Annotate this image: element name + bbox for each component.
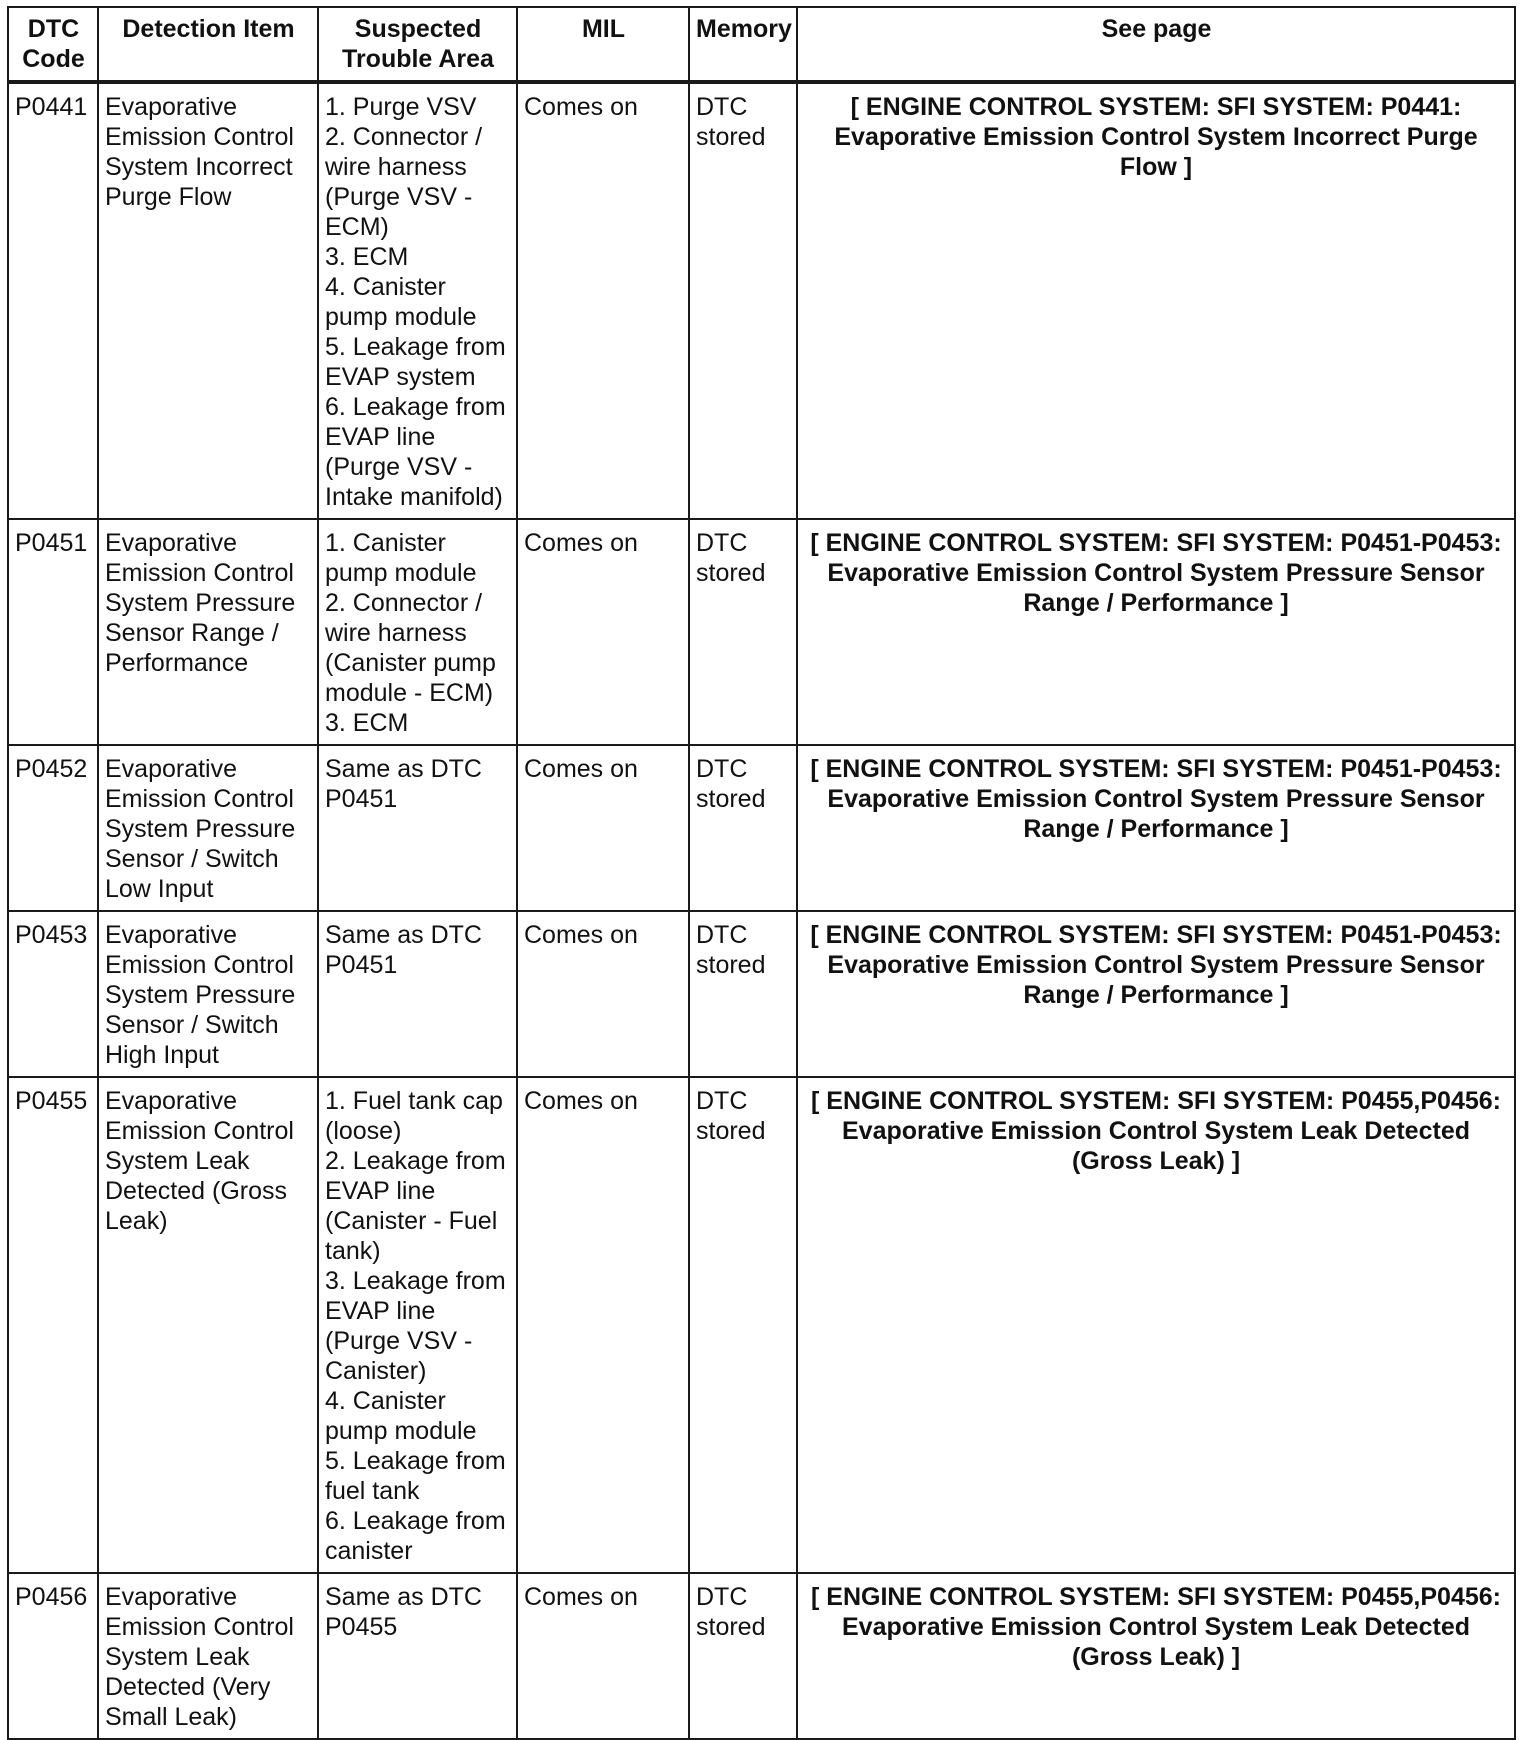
memory-cell: DTC stored <box>689 519 797 745</box>
trouble-area-cell: 1. Fuel tank cap (loose) 2. Leakage from EVAP line (Canister - Fuel tank) 3. Leakage from EVAP line (Purge VSV - Canister) 4. Canister pump module 5. Leakage from fuel tank 6. Leakage from canister <box>318 1077 517 1573</box>
table-row <box>8 1573 1515 1739</box>
mil-cell: Comes on <box>517 911 689 1077</box>
header-mil: MIL <box>517 7 689 82</box>
header-detection-item: Detection Item <box>98 7 318 82</box>
see-page-link[interactable]: [ ENGINE CONTROL SYSTEM: SFI SYSTEM: P0455,P0456: Evaporative Emission Control System Leak Detected (Gross Leak) ] <box>797 1077 1515 1573</box>
dtc-code-cell: P0452 <box>8 745 98 911</box>
detection-item-cell: Evaporative Emission Control System Leak Detected (Gross Leak) <box>98 1077 318 1573</box>
trouble-area-cell: 1. Purge VSV 2. Connector / wire harness (Purge VSV - ECM) 3. ECM 4. Canister pump module 5. Leakage from EVAP system 6. Leakage from EVAP line (Purge VSV - Intake manifold) <box>318 82 517 519</box>
trouble-area-cell: Same as DTC P0451 <box>318 745 517 911</box>
memory-cell: DTC stored <box>689 82 797 519</box>
header-memory: Memory <box>689 7 797 82</box>
header-dtc-code: DTC Code <box>8 7 98 82</box>
mil-cell: Comes on <box>517 745 689 911</box>
detection-item-cell: Evaporative Emission Control System Incorrect Purge Flow <box>98 82 318 519</box>
trouble-area-cell: Same as DTC P0451 <box>318 911 517 1077</box>
memory-cell: DTC stored <box>689 911 797 1077</box>
table-row <box>8 911 1515 1077</box>
mil-cell: Comes on <box>517 82 689 519</box>
memory-cell: DTC stored <box>689 745 797 911</box>
dtc-code-cell: P0453 <box>8 911 98 1077</box>
header-suspected-trouble-area: Suspected Trouble Area <box>318 7 517 82</box>
dtc-table <box>7 6 1516 1740</box>
trouble-area-cell: Same as DTC P0455 <box>318 1573 517 1739</box>
detection-item-cell: Evaporative Emission Control System Pressure Sensor / Switch High Input <box>98 911 318 1077</box>
table-row <box>8 745 1515 911</box>
table-row <box>8 1077 1515 1573</box>
see-page-link[interactable]: [ ENGINE CONTROL SYSTEM: SFI SYSTEM: P0451-P0453: Evaporative Emission Control System Pressure Sensor Range / Performance ] <box>797 519 1515 745</box>
table-body <box>8 82 1515 1739</box>
dtc-code-cell: P0451 <box>8 519 98 745</box>
dtc-code-cell: P0455 <box>8 1077 98 1573</box>
memory-cell: DTC stored <box>689 1077 797 1573</box>
see-page-link[interactable]: [ ENGINE CONTROL SYSTEM: SFI SYSTEM: P0441: Evaporative Emission Control System Incorrect Purge Flow ] <box>797 82 1515 519</box>
table-row <box>8 82 1515 519</box>
mil-cell: Comes on <box>517 519 689 745</box>
dtc-code-cell: P0441 <box>8 82 98 519</box>
dtc-code-cell: P0456 <box>8 1573 98 1739</box>
mil-cell: Comes on <box>517 1573 689 1739</box>
detection-item-cell: Evaporative Emission Control System Pressure Sensor Range / Performance <box>98 519 318 745</box>
header-see-page: See page <box>797 7 1515 82</box>
memory-cell: DTC stored <box>689 1573 797 1739</box>
see-page-link[interactable]: [ ENGINE CONTROL SYSTEM: SFI SYSTEM: P0455,P0456: Evaporative Emission Control System Leak Detected (Gross Leak) ] <box>797 1573 1515 1739</box>
detection-item-cell: Evaporative Emission Control System Leak Detected (Very Small Leak) <box>98 1573 318 1739</box>
trouble-area-cell: 1. Canister pump module 2. Connector / wire harness (Canister pump module - ECM) 3. ECM <box>318 519 517 745</box>
header-row <box>8 7 1515 82</box>
detection-item-cell: Evaporative Emission Control System Pressure Sensor / Switch Low Input <box>98 745 318 911</box>
table-row <box>8 519 1515 745</box>
mil-cell: Comes on <box>517 1077 689 1573</box>
table-header <box>8 7 1515 82</box>
see-page-link[interactable]: [ ENGINE CONTROL SYSTEM: SFI SYSTEM: P0451-P0453: Evaporative Emission Control System Pressure Sensor Range / Performance ] <box>797 911 1515 1077</box>
see-page-link[interactable]: [ ENGINE CONTROL SYSTEM: SFI SYSTEM: P0451-P0453: Evaporative Emission Control System Pressure Sensor Range / Performance ] <box>797 745 1515 911</box>
